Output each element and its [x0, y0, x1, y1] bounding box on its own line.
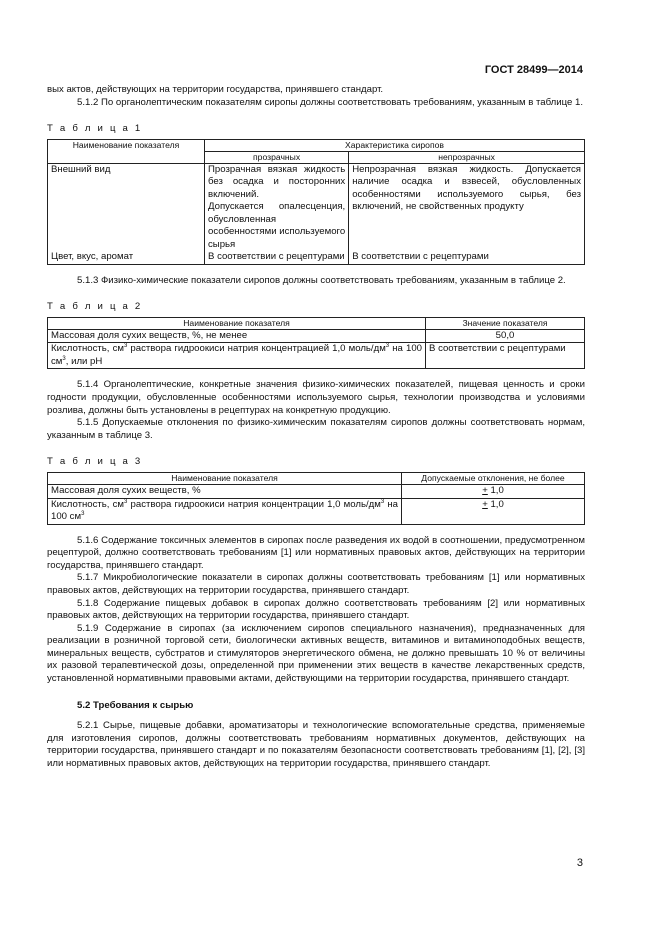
paragraph-5-1-6: 5.1.6 Содержание токсичных элементов в сиропах после разведения их водой в соотношении, предусмотренном рецептурой, должно соответствовать требованиям [1] или нормативных правовых актов, действующих на территории государства, принявшего стандарт.	[47, 534, 585, 571]
paragraph-5-1-9: 5.1.9 Содержание в сиропах (за исключением сиропов специального назначения), предназначенных для реализации в розничной торговой сети, биологически активных веществ, витаминов и витаминоподобных веществ, минеральных веществ, субстратов и стимуляторов энергетического обмена, не должно превышать 10 % от величины их разовой терапевтической дозы, определенной при применении этих веществ в качестве лекарственных средств, установленной нормативными правовыми актами, действующими на территории государства, принявшего стандарт.	[47, 622, 585, 685]
intro-paragraph-continued: вых актов, действующих на территории государства, принявшего стандарт.	[47, 84, 384, 95]
table3-row2-value	[402, 498, 585, 524]
paragraph-5-1-3: 5.1.3 Физико-химические показатели сиропов должны соответствовать требованиям, указанным в таблице 2.	[77, 274, 566, 286]
table1-head-group: Характеристика сиропов	[205, 139, 585, 151]
table2-head-name: Наименование показателя	[48, 317, 426, 329]
t3-sup1: 3	[124, 498, 128, 505]
t3-sup2: 3	[380, 498, 385, 505]
table1-row2-col2: В соответствии с рецептурами	[349, 251, 585, 264]
table3-row1-name: Массовая доля сухих веществ, %	[48, 485, 402, 499]
section-5-2-title: 5.2 Требования к сырью	[77, 699, 194, 711]
table1-row1-col1	[205, 163, 349, 251]
table2-row1-name: Массовая доля сухих веществ, %, не менее	[48, 329, 426, 343]
table1	[47, 139, 585, 265]
table2	[47, 317, 585, 370]
t2-acid-text-b: раствора гидроокиси натрия концентрацией 1,0 моль/дм	[127, 343, 386, 355]
table2-head-value: Значение показателя	[426, 317, 585, 329]
t3-r1-sign: +	[482, 485, 488, 497]
t2-sup3: 3	[62, 355, 66, 362]
paragraph-5-1-8: 5.1.8 Содержание пищевых добавок в сиропах должно соответствовать требованиям [2] или нормативных правовых актов, действующих на территории государства, принявшего стандарт.	[47, 597, 585, 622]
table3-row2-name	[48, 498, 402, 524]
table3	[47, 472, 585, 525]
table1-title: Т а б л и ц а 1	[47, 123, 143, 135]
paragraph-5-1-5: 5.1.5 Допускаемые отклонения по физико-химическим показателям сиропов должны соответствовать нормам, указанным в таблице 3.	[47, 417, 585, 441]
table1-row1-name: Внешний вид	[48, 163, 205, 251]
paragraph-5-1-4: 5.1.4 Органолептические, конкретные значения физико-химических показателей, пищевая ценность и сроки годности продукции, обусловленные особенностями используемого сырья, технологии производства и условиями розлива, должны быть установлены в рецептурах на конкретную продукцию.	[47, 379, 585, 416]
table1-row1-col2: Непрозрачная вязкая жидкость. Допускается наличие осадка и взвесей, обусловленных особенностями используемого сырья, без включений, не свойственных продукту	[349, 163, 585, 251]
table3-title: Т а б л и ц а 3	[47, 456, 143, 468]
table3-row1-value	[402, 485, 585, 499]
page-content	[47, 84, 585, 771]
table2-row1-value: 50,0	[426, 329, 585, 343]
table1-head-col1: прозрачных	[205, 151, 349, 163]
t2-acid-text-d: , или рН	[65, 355, 103, 367]
table1-row1-col1-b: Допускается опалесценция, обусловленная особенностями используемого сырья	[208, 201, 346, 250]
t3-sup3: 3	[81, 510, 85, 517]
table2-row2-value: В соответствии с рецептурами	[426, 343, 585, 369]
t2-acid-text-a: Кислотность, см	[51, 343, 124, 355]
paragraph-5-1-7: 5.1.7 Микробиологические показатели в сиропах должны соответствовать требованиям [1] или нормативных правовых актов, действующих на территории государства, принявшего стандарт.	[47, 572, 585, 596]
table3-head-value: Допускаемые отклонения, не более	[402, 473, 585, 485]
t3-acid-text-b: раствора гидроокиси натрия концентрации 1,0 моль/дм	[127, 498, 381, 510]
t3-acid-text-c: на 100 см	[51, 498, 398, 523]
table1-row2-name: Цвет, вкус, аромат	[48, 251, 205, 264]
paragraph-5-2-1: 5.2.1 Сырье, пищевые добавки, ароматизаторы и технологические вспомогательные средства, применяемые для изготовления сиропов, должны соответствовать требованиям нормативных документов, действующих на территории государства, принявшего стандарт и по показателям безопасности соответствовать требованиям [1], [2], [3] или нормативных правовых актов, действующих на территории государства, принявшего стандарт.	[47, 720, 585, 770]
table1-row2-col1: В соответствии с рецептурами	[205, 251, 349, 264]
table2-row2-name	[48, 343, 426, 369]
t2-sup1: 3	[123, 343, 128, 350]
t3-r2-sign: +	[482, 498, 488, 510]
table3-head-name: Наименование показателя	[48, 473, 402, 485]
t3-r2-val: 1,0	[487, 498, 504, 510]
t2-acid-text-c: на 100 см	[51, 343, 422, 367]
table1-head-col2: непрозрачных	[349, 151, 585, 163]
t2-sup2: 3	[385, 343, 390, 350]
table1-row1-col1-a: Прозрачная вязкая жидкость без осадка и посторонних включений.	[208, 163, 346, 200]
table2-title: Т а б л и ц а 2	[47, 301, 143, 313]
table1-head-name: Наименование показателя	[48, 139, 205, 163]
page-number: 3	[576, 857, 583, 869]
paragraph-5-1-2: 5.1.2 По органолептическим показателям сиропы должны соответствовать требованиям, указанным в таблице 1.	[77, 96, 584, 108]
doc-code-header: ГОСТ 28499—2014	[484, 64, 583, 76]
t3-r1-val: 1,0	[487, 485, 504, 497]
t3-acid-text-a: Кислотность, см	[51, 498, 125, 510]
